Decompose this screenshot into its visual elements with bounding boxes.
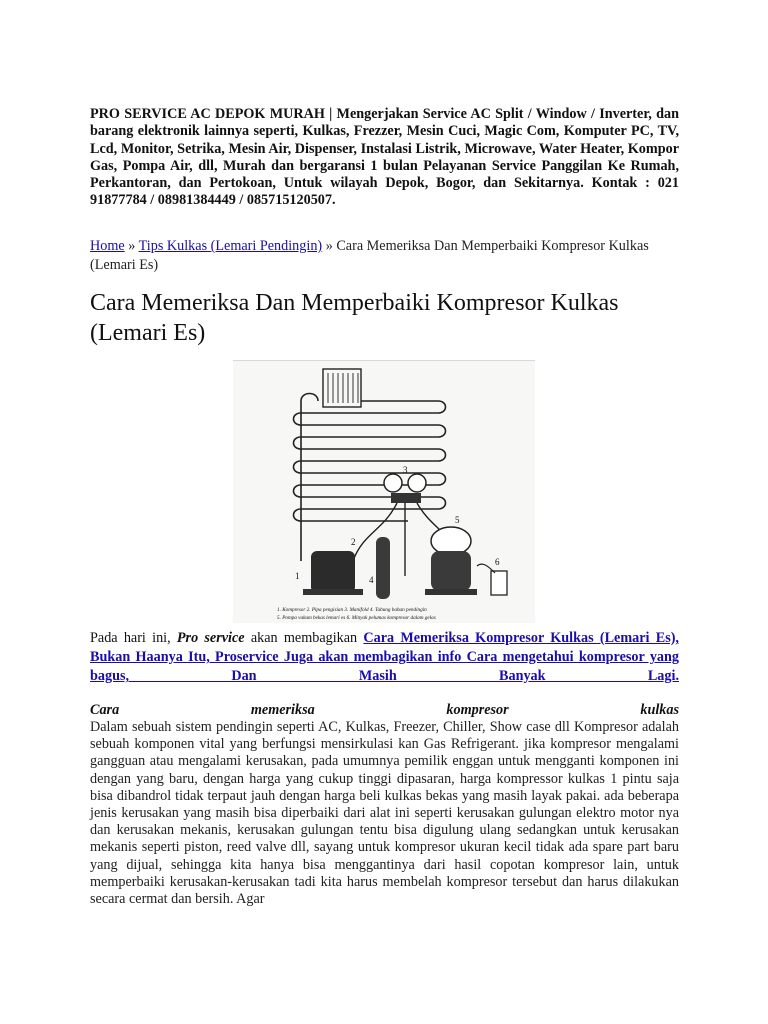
breadcrumb-separator: » — [322, 238, 337, 254]
evaporator-box — [323, 369, 361, 407]
diagram-drawing — [233, 361, 535, 623]
manifold-gauge — [384, 474, 402, 492]
breadcrumb-current: Cara Memeriksa Dan Memperbaiki Kompresor Kulkas (Lemari Es) — [90, 238, 649, 273]
section-subheading: Cara memeriksa kompresor kulkas — [90, 702, 679, 718]
diagram-number-label: 6 — [495, 557, 500, 567]
article-summary-link[interactable]: Cara Memeriksa Kompresor Kulkas (Lemari Es), Bukan Haanya Itu, Proservice Juga akan membagikan info Cara mengetahui kompresor yang bagus, Dan Masih Banyak Lagi. — [90, 630, 679, 684]
oil-glass — [491, 571, 507, 595]
diagram-number-label: 5 — [455, 515, 460, 525]
refrigerator-diagram-image — [233, 360, 535, 623]
intro-text: PRO SERVICE AC DEPOK MURAH | Mengerjakan Service AC Split / Window / Inverter, dan barang elektronik lainnya seperti, Kulkas, Frezzer, Mesin Cuci, Magic Com, Komputer PC, TV, Lcd, Monitor, Setrika, Mesin Air, Dispenser, Instalasi Listrik, Microwave, Water Heater, Kompor Gas, Pompa Air, dll, Murah dan bergaransi 1 bulan Pelayanan Service Panggilan Ke Rumah, Perkantoran, dan Pertokoan, Untuk wilayah Depok, Bogor, dan Sekitarnya. Kontak : 021 91877784 / 08981384449 / 085715120507. — [90, 106, 679, 209]
breadcrumb-separator: » — [124, 238, 139, 254]
breadcrumb-category-link[interactable]: Tips Kulkas (Lemari Pendingin) — [138, 238, 323, 254]
vacuum-pump — [431, 527, 471, 555]
breadcrumb-home-link[interactable]: Home — [90, 238, 125, 254]
body-paragraph: Dalam sebuah sistem pendingin seperti AC, Kulkas, Freezer, Chiller, Show case dll Kompresor adalah sebuah komponen vital yang berfungsi mensirkulasi kan Gas Refrigerant. jika kompresor mengalami gangguan atau mengalami kerusakan, pada umumnya pemilik enggan untuk mengganti komponen ini dengan yang baru, dengan harga yang cukup tinggi dipasaran, harga kompressor kulkas 1 pintu saja bisa dibandrol tidak terpaut jauh dengan harga beli kulkas bekas yang masih layak pakai. ada beberapa jenis kerusakan yang masih bisa diperbaiki dari alat ini seperti kerusakan gulungan elektro motor nya dan kerusakan mekanis, kerusakan gulungan tentu bisa digulung ulang sedangkan untuk kerusakan mekanis seperti piston, reed valve dll, sayang untuk kompresor ukuran kecil tidak ada spare part baru yang dijual, sehingga kita hanya bisa menggantinya dari hasil copotan kompresor lain, untuk memperbaiki kerusakan-kerusakan tadi kita harus membelah kompresor tersebut dan harus dilakukan secara cermat dan bersih. Agar — [90, 719, 679, 908]
condenser-coil — [294, 394, 446, 522]
intro-paragraph-prefix: Pada hari ini, — [90, 630, 177, 646]
intro-paragraph-middle: akan membagikan — [244, 630, 364, 646]
diagram-number-label: 1 — [295, 571, 300, 581]
breadcrumb — [90, 237, 679, 275]
refrigerant-tank — [376, 537, 390, 599]
diagram-number-label: 3 — [403, 465, 408, 475]
intro-paragraph — [90, 629, 679, 686]
brand-name: Pro service — [176, 630, 245, 646]
diagram-legend-line: 1. Kompresor 2. Pipa pengisian 3. Manifold 4. Tabung bahan pendingin — [277, 607, 427, 613]
page-title: Cara Memeriksa Dan Memperbaiki Kompresor Kulkas (Lemari Es) — [90, 290, 619, 346]
compressor — [311, 551, 355, 593]
manifold-gauge — [408, 474, 426, 492]
diagram-number-label: 2 — [351, 537, 356, 547]
diagram-legend-line: 5. Pompa vakum bekas lemari es 6. Minyak pelumas kompresor dalam gelas — [277, 615, 436, 621]
diagram-number-label: 4 — [369, 575, 374, 585]
